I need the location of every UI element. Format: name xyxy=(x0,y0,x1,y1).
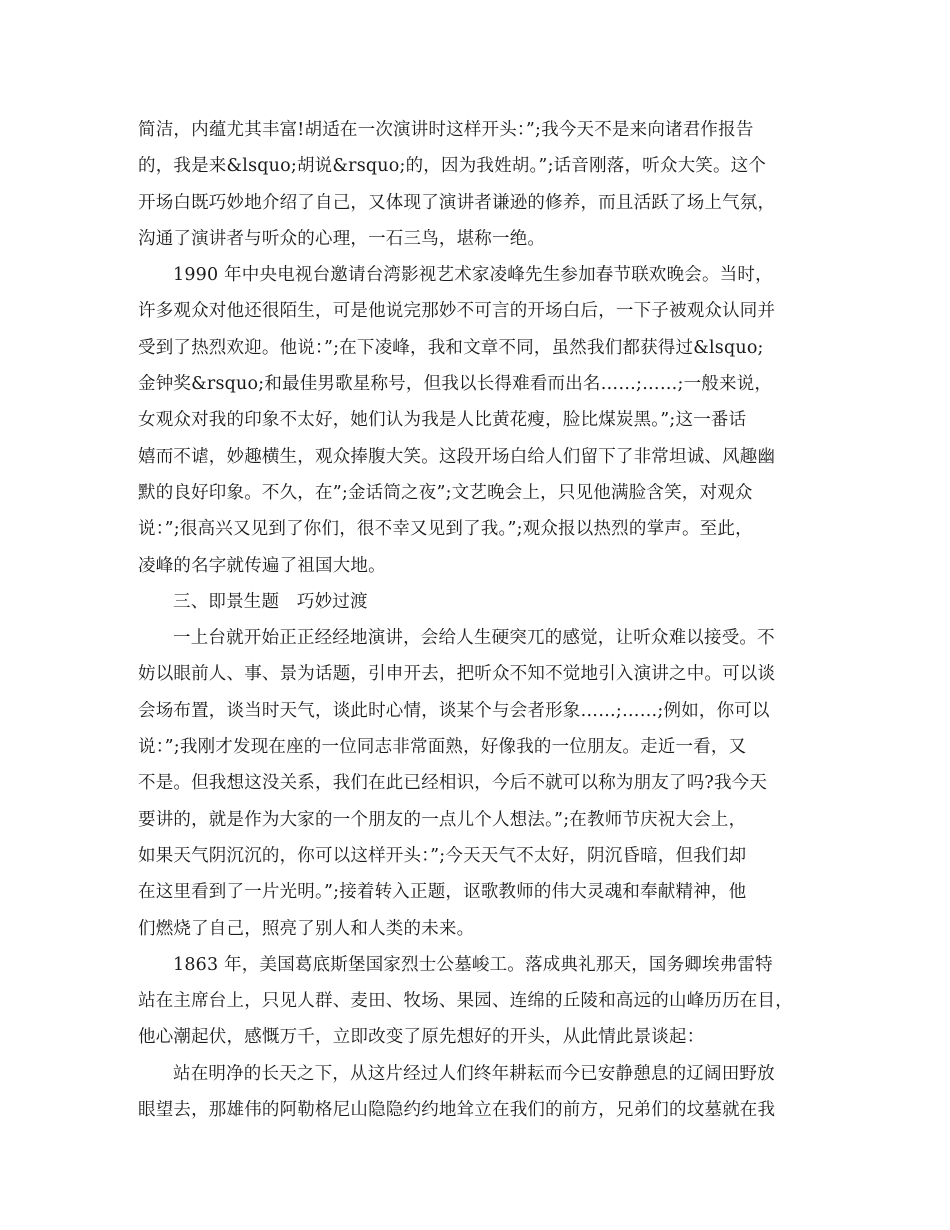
text-line: 金钟奖&rsquo;和最佳男歌星称号，但我以长得难看而出名……;……;一般来说， xyxy=(138,374,773,395)
text-line: 妨以眼前人、事、景为话题，引申开去，把听众不知不觉地引入演讲之中。可以谈 xyxy=(138,664,776,685)
section-heading: 三、即景生题 巧妙过渡 xyxy=(173,591,368,612)
text-line: 女观众对我的印象不太好，她们认为我是人比黄花瘦，脸比煤炭黑。”;这一番话 xyxy=(138,410,747,431)
text-line: 简洁，内蕴尤其丰富!胡适在一次演讲时这样开头：”;我今天不是来向诸君作报告 xyxy=(138,120,754,140)
text-line: 不是。但我想这没关系，我们在此已经相识，今后不就可以称为朋友了吗?我今天 xyxy=(138,773,768,794)
text-line: 如果天气阴沉沉的，你可以这样开头：”;今天天气不太好，阴沉昏暗，但我们却 xyxy=(138,845,747,866)
document-body xyxy=(138,112,828,1128)
text-line: 默的良好印象。不久，在”;金话筒之夜”;文艺晚会上，只见他满脸含笑，对观众 xyxy=(138,482,753,503)
text-line: 沟通了演讲者与听众的心理，一石三鸟，堪称一绝。 xyxy=(138,228,546,249)
text-line: 会场布置，谈当时天气，谈此时心情，谈某个与会者形象……;……;例如，你可以 xyxy=(138,700,770,721)
text-line: 凌峰的名字就传遍了祖国大地。 xyxy=(138,555,386,576)
text-line: 开场白既巧妙地介绍了自己，又体现了演讲者谦逊的修养，而且活跃了场上气氛， xyxy=(138,192,776,213)
paragraph-first-line: 1990 年中央电视台邀请台湾影视艺术家凌峰先生参加春节联欢晚会。当时， xyxy=(173,265,773,286)
text-line: 许多观众对他还很陌生，可是他说完那妙不可言的开场白后，一下子被观众认同并 xyxy=(138,301,776,322)
text-line: 说：”;我刚才发现在座的一位同志非常面熟，好像我的一位朋友。走近一看，又 xyxy=(138,737,747,758)
paragraph-first-line: 一上台就开始正正经经地演讲，会给人生硬突兀的感觉，让听众难以接受。不 xyxy=(173,628,775,649)
text-line: 们燃烧了自己，照亮了别人和人类的未来。 xyxy=(138,918,475,939)
text-line: 站在主席台上，只见人群、麦田、牧场、果园、连绵的丘陵和高远的山峰历历在目， xyxy=(138,991,793,1012)
text-line: 要讲的，就是作为大家的一个朋友的一点儿个人想法。”;在教师节庆祝大会上， xyxy=(138,809,747,830)
text-line: 的，我是来&lsquo;胡说&rsquo;的，因为我姓胡。”;话音刚落，听众大笑。这个 xyxy=(138,156,767,177)
text-line: 他心潮起伏，感慨万千，立即改变了原先想好的开头，从此情此景谈起： xyxy=(138,1027,705,1048)
text-line: 在这里看到了一片光明。”;接着转入正题，讴歌教师的伟大灵魂和奉献精神，他 xyxy=(138,882,747,903)
text-line: 受到了热烈欢迎。他说：”;在下凌峰，我和文章不同，虽然我们都获得过&lsquo; xyxy=(138,337,764,358)
text-line: 嬉而不谑，妙趣横生，观众捧腹大笑。这段开场白给人们留下了非常坦诚、风趣幽 xyxy=(138,446,776,467)
text-line: 眼望去，那雄伟的阿勒格尼山隐隐约约地耸立在我们的前方，兄弟们的坟墓就在我 xyxy=(138,1100,776,1121)
paragraph-first-line: 1863 年，美国葛底斯堡国家烈士公墓峻工。落成典礼那天，国务卿埃弗雷特 xyxy=(173,954,773,975)
text-line: 说：”;很高兴又见到了你们，很不幸又见到了我。”;观众报以热烈的掌声。至此， xyxy=(138,519,753,540)
paragraph-first-line: 站在明净的长天之下，从这片经过人们终年耕耘而今已安静憩息的辽阔田野放 xyxy=(173,1063,775,1084)
